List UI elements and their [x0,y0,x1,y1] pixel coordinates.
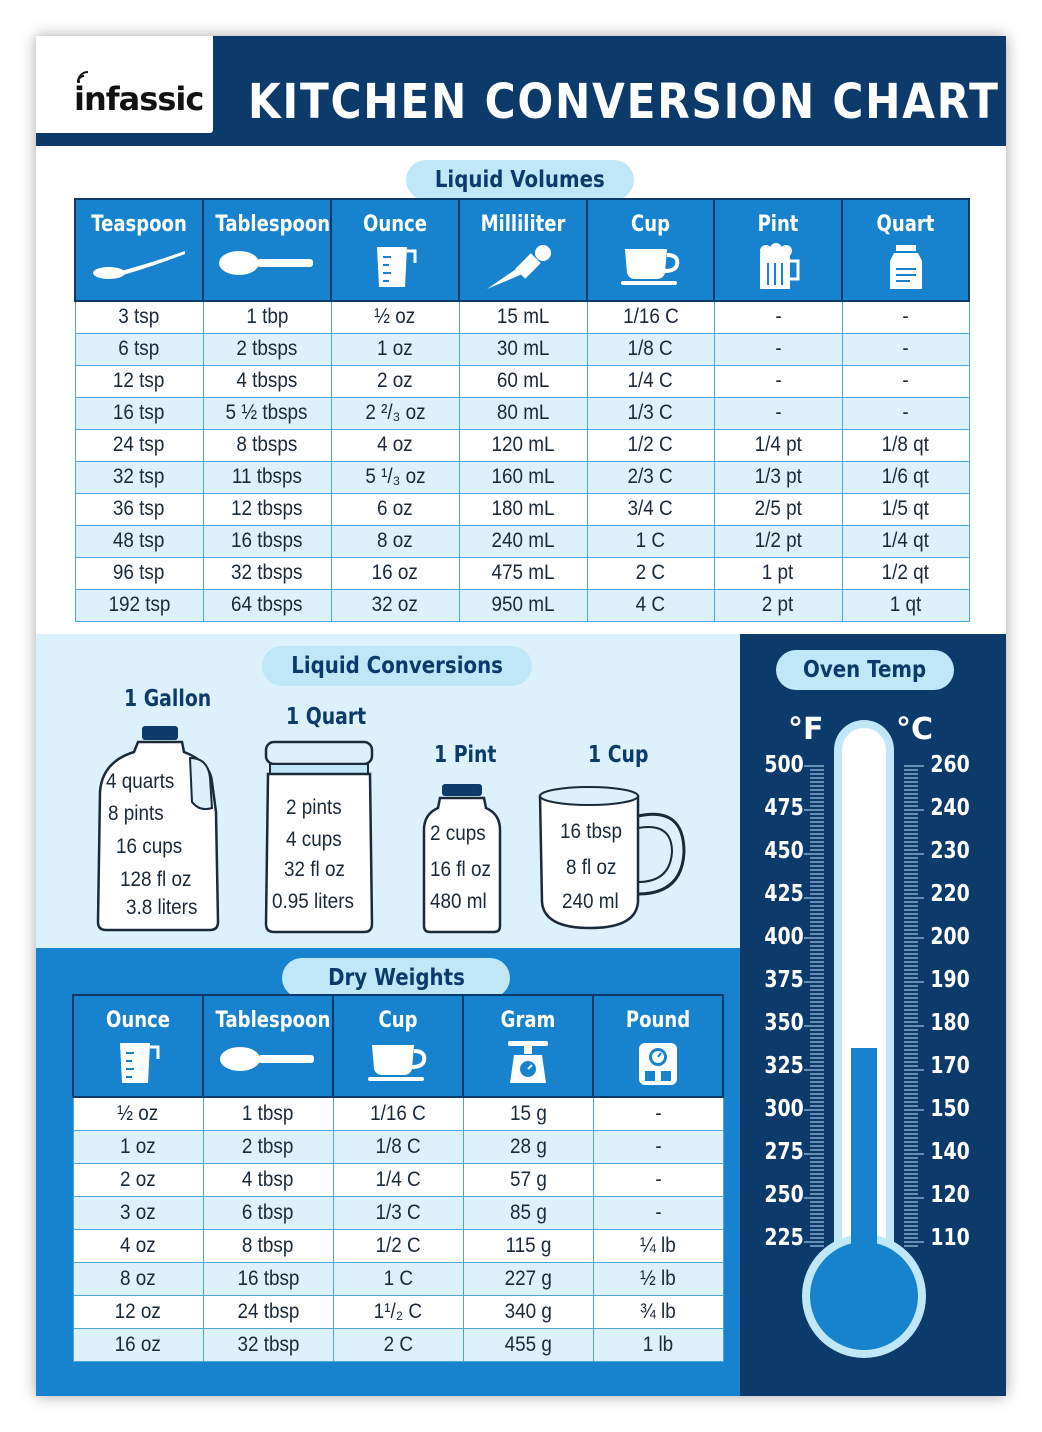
liquid-header-cup [587,199,714,301]
liquid-header-tablespoon [203,199,331,301]
cup-icon [588,243,713,291]
table-cell: ½ oz [331,301,459,333]
celsius-value: 120 [930,1182,970,1208]
table-cell: 1/4 pt [714,429,842,461]
table-cell: 1/16 C [333,1097,463,1130]
table-row [73,1328,723,1361]
column-label: Milliliter [480,212,566,237]
table-cell: 1/2 qt [842,557,969,589]
table-cell: 120 mL [459,429,587,461]
celsius-value: 200 [930,924,970,950]
table-row [75,365,969,397]
table-cell: - [714,365,842,397]
celsius-value: 170 [930,1053,970,1079]
dropper-icon [460,243,586,291]
liquid-header-teaspoon [75,199,203,301]
table-cell: 1 C [333,1262,463,1295]
gallon-label: 1 Gallon [124,686,212,712]
table-cell: ¾ lb [593,1295,723,1328]
fahrenheit-label: °F [788,712,824,747]
table-row [73,1262,723,1295]
celsius-value: 110 [930,1225,970,1251]
table-cell: - [593,1196,723,1229]
table-cell: 1/4 C [587,365,714,397]
measuring-cup-icon [74,1039,202,1087]
milk-carton-icon [843,243,968,291]
table-cell: 1/2 C [333,1229,463,1262]
column-label: Cup [630,212,671,237]
kitchen-scale-icon [464,1039,592,1087]
table-cell: 1 tbsp [203,1097,333,1130]
measuring-cup-icon [332,243,458,291]
table-cell: 28 g [463,1130,593,1163]
fahrenheit-value: 300 [764,1096,804,1122]
celsius-value: 230 [930,838,970,864]
table-cell: 1 qt [842,589,969,621]
table-cell: 96 tsp [75,557,203,589]
table-cell: 15 mL [459,301,587,333]
dry-header-pound [593,995,723,1097]
table-cell: 4 oz [331,429,459,461]
table-cell: 455 g [463,1328,593,1361]
table-cell: - [714,301,842,333]
dry-header-cup [333,995,463,1097]
table-cell: 3 oz [73,1196,203,1229]
table-cell: 16 oz [331,557,459,589]
liquid-header-ounce [331,199,459,301]
table-cell: 160 mL [459,461,587,493]
table-row [75,429,969,461]
table-cell: 4 C [587,589,714,621]
table-cell: 115 g [463,1229,593,1262]
liquid-volumes-title: Liquid Volumes [406,160,634,200]
table-cell: 85 g [463,1196,593,1229]
column-label: Tablespoon [215,212,331,237]
column-label: Pound [625,1008,691,1033]
table-cell: - [842,365,969,397]
fahrenheit-value: 500 [764,752,804,778]
table-cell: ½ oz [73,1097,203,1130]
column-label: Cup [378,1008,418,1033]
celsius-value: 150 [930,1096,970,1122]
dry-header-gram [463,995,593,1097]
bathroom-scale-icon [594,1039,722,1087]
table-cell: 4 oz [73,1229,203,1262]
cup-line: 240 ml [562,890,619,913]
table-cell: 16 tbsps [203,525,331,557]
table-cell: - [593,1130,723,1163]
celsius-label: °C [896,712,934,747]
table-cell: 2 tbsps [203,333,331,365]
table-cell: 4 tbsps [203,365,331,397]
gallon-line: 128 fl oz [120,868,192,891]
table-cell: - [593,1163,723,1196]
table-cell: - [842,301,969,333]
table-cell: 60 mL [459,365,587,397]
table-cell: 32 tbsp [203,1328,333,1361]
table-cell: 6 oz [331,493,459,525]
oven-temp-section [740,634,1006,1396]
fahrenheit-value: 375 [764,967,804,993]
table-row [75,333,969,365]
column-label: Ounce [363,212,427,237]
fahrenheit-value: 450 [764,838,804,864]
column-label: Pint [757,212,799,237]
table-cell: 80 mL [459,397,587,429]
liquid-header-milliliter [459,199,587,301]
table-cell: 1/4 qt [842,525,969,557]
quart-line: 4 cups [286,828,342,851]
table-row [73,1295,723,1328]
liquid-header-pint [714,199,842,301]
fahrenheit-value: 250 [764,1182,804,1208]
cup-line: 8 fl oz [566,856,617,879]
logo [36,36,216,136]
table-cell: 1/8 qt [842,429,969,461]
table-cell: 1/3 C [333,1196,463,1229]
pint-line: 16 fl oz [430,858,491,881]
celsius-value: 180 [930,1010,970,1036]
table-cell: 950 mL [459,589,587,621]
column-label: Ounce [106,1008,170,1033]
pint-label: 1 Pint [434,742,497,768]
table-cell: 192 tsp [75,589,203,621]
table-row [73,1163,723,1196]
table-cell: 5 ¹/₃ oz [331,461,459,493]
table-cell: 2 pt [714,589,842,621]
table-row [75,557,969,589]
table-cell: 1/3 pt [714,461,842,493]
celsius-value: 140 [930,1139,970,1165]
table-cell: 12 tbsps [203,493,331,525]
table-cell: 2/5 pt [714,493,842,525]
fahrenheit-value: 225 [764,1225,804,1251]
gallon-line: 16 cups [116,835,183,858]
table-row [73,1097,723,1130]
table-cell: 1/6 qt [842,461,969,493]
table-cell: 1¹/₂ C [333,1295,463,1328]
table-cell: 8 oz [331,525,459,557]
table-row [75,493,969,525]
fahrenheit-value: 350 [764,1010,804,1036]
brand-name: infassic [74,80,204,118]
table-cell: 8 tbsps [203,429,331,461]
tablespoon-icon [204,243,330,291]
table-cell: 1 oz [331,333,459,365]
table-cell: 1 pt [714,557,842,589]
table-cell: 5 ½ tbsps [203,397,331,429]
dry-weights-table [72,994,724,1362]
table-cell: 16 tbsp [203,1262,333,1295]
celsius-value: 240 [930,795,970,821]
table-cell: 340 g [463,1295,593,1328]
table-row [73,1130,723,1163]
table-cell: 32 oz [331,589,459,621]
pint-mug-icon [715,243,841,291]
table-cell: 1/2 pt [714,525,842,557]
table-cell: 8 tbsp [203,1229,333,1262]
table-cell: 6 tbsp [203,1196,333,1229]
table-cell: 3/4 C [587,493,714,525]
oven-temp-title: Oven Temp [776,650,954,690]
table-cell: 1/4 C [333,1163,463,1196]
table-cell: 24 tsp [75,429,203,461]
table-cell: 1/8 C [587,333,714,365]
table-row [73,1229,723,1262]
pint-line: 480 ml [430,890,487,913]
tablespoon-icon [204,1039,332,1087]
table-row [73,1196,723,1229]
table-cell: 24 tbsp [203,1295,333,1328]
celsius-value: 260 [930,752,970,778]
table-cell: 3 tsp [75,301,203,333]
column-label: Gram [500,1008,556,1033]
cup-icon [334,1039,462,1087]
table-row [75,397,969,429]
conversion-chart-card [36,36,1006,1396]
column-label: Quart [876,212,935,237]
table-cell: - [714,397,842,429]
quart-line: 2 pints [286,796,342,819]
column-label: Tablespoon [215,1008,331,1033]
table-row [75,525,969,557]
table-cell: 240 mL [459,525,587,557]
fahrenheit-value: 425 [764,881,804,907]
table-cell: 32 tbsps [203,557,331,589]
table-cell: 2 ²/₃ oz [331,397,459,429]
gallon-line: 8 pints [108,802,164,825]
gallon-line: 4 quarts [106,770,175,793]
table-cell: 1 C [587,525,714,557]
column-label: Teaspoon [91,212,187,237]
liquid-conversions-section [36,634,740,948]
table-cell: 16 tsp [75,397,203,429]
cup-line: 16 tbsp [560,820,623,843]
fahrenheit-value: 325 [764,1053,804,1079]
table-cell: 4 tbsp [203,1163,333,1196]
table-cell: 64 tbsps [203,589,331,621]
teaspoon-icon [76,243,202,291]
quart-line: 0.95 liters [272,890,354,913]
table-cell: 1/2 C [587,429,714,461]
table-cell: 57 g [463,1163,593,1196]
dry-weights-title: Dry Weights [282,958,510,998]
pint-line: 2 cups [430,822,486,845]
table-cell: 15 g [463,1097,593,1130]
table-cell: 2 C [587,557,714,589]
table-cell: ¼ lb [593,1229,723,1262]
fahrenheit-value: 475 [764,795,804,821]
table-cell: 2 oz [73,1163,203,1196]
table-cell: 12 oz [73,1295,203,1328]
table-cell: 32 tsp [75,461,203,493]
table-cell: 1/16 C [587,301,714,333]
celsius-value: 190 [930,967,970,993]
table-cell: 30 mL [459,333,587,365]
table-cell: 227 g [463,1262,593,1295]
table-cell: 1/3 C [587,397,714,429]
fahrenheit-value: 275 [764,1139,804,1165]
table-cell: - [842,397,969,429]
table-cell: 2/3 C [587,461,714,493]
table-cell: 1 lb [593,1328,723,1361]
table-cell: 2 oz [331,365,459,397]
fahrenheit-value: 400 [764,924,804,950]
table-cell: 475 mL [459,557,587,589]
header [36,36,1006,146]
table-cell: 48 tsp [75,525,203,557]
table-cell: 2 C [333,1328,463,1361]
page-title: KITCHEN CONVERSION CHART [248,74,1000,130]
table-cell: 1 tbp [203,301,331,333]
table-cell: 1 oz [73,1130,203,1163]
table-cell: 1/5 qt [842,493,969,525]
table-cell: - [714,333,842,365]
table-cell: ½ lb [593,1262,723,1295]
liquid-conversions-title: Liquid Conversions [262,646,532,686]
quart-line: 32 fl oz [284,858,345,881]
celsius-value: 220 [930,881,970,907]
table-cell: 36 tsp [75,493,203,525]
table-cell: 1/8 C [333,1130,463,1163]
table-cell: - [593,1097,723,1130]
table-cell: - [842,333,969,365]
liquid-volumes-table [74,198,970,622]
table-cell: 180 mL [459,493,587,525]
table-cell: 8 oz [73,1262,203,1295]
table-cell: 16 oz [73,1328,203,1361]
dry-header-tablespoon [203,995,333,1097]
gallon-line: 3.8 liters [126,896,198,919]
table-row [75,589,969,621]
table-cell: 12 tsp [75,365,203,397]
quart-label: 1 Quart [286,704,367,730]
dry-header-ounce [73,995,203,1097]
table-cell: 6 tsp [75,333,203,365]
table-cell: 11 tbsps [203,461,331,493]
table-cell: 2 tbsp [203,1130,333,1163]
cup-label: 1 Cup [588,742,649,768]
table-row [75,461,969,493]
table-row [75,301,969,333]
liquid-header-quart [842,199,969,301]
